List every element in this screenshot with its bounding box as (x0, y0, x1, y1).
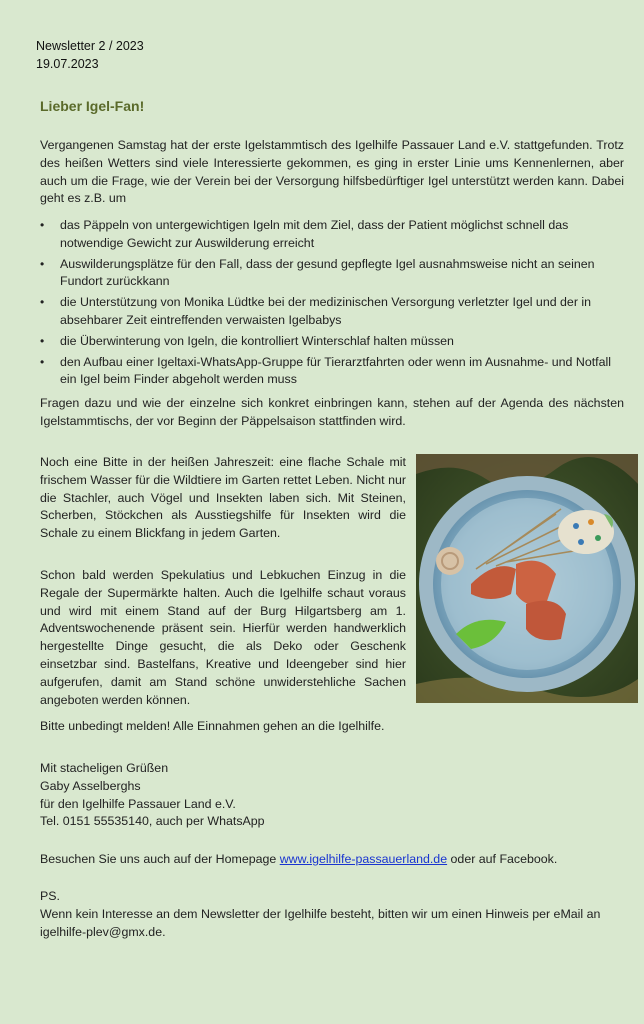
list-item: • Auswilderungsplätze für den Fall, dass der gesund gepflegte Igel ausnahmsweise nicht an seinen Fundort zurückkann (40, 256, 595, 289)
list-item: • den Aufbau einer Igeltaxi-WhatsApp-Gruppe für Tierarztfahrten oder wenn im Ausnahme- und Notfall ein Igel beim Finder abgeholt werden muss (40, 354, 611, 387)
list-item: • die Überwinterung von Igeln, die kontrolliert Winterschlaf halten müssen (40, 333, 628, 351)
ps-text: Wenn kein Interesse an dem Newsletter der Igelhilfe besteht, bitten wir um einen Hinweis per eMail an igelhilfe-plev@gmx.de. (40, 906, 601, 939)
list-item: • das Päppeln von untergewichtigen Igeln mit dem Ziel, dass der Patient möglichst schnell das notwendige Gewicht zur Auswilderung erreicht (40, 218, 569, 250)
ps-label: PS. (40, 889, 60, 903)
list-item: • die Unterstützung von Monika Lüdtke bei der medizinischen Versorgung verletzter Igel und der in absehbarer Zeit eintreffenden verwaisten Igelbabys (40, 295, 592, 327)
sender-phone: Tel. 0151 55535140, auch per WhatsApp (40, 814, 265, 829)
bullet-icon: • (40, 218, 45, 232)
newsletter-header (36, 37, 144, 73)
sender-name: Gaby Asselberghs (40, 778, 141, 793)
newsletter-number: Newsletter 2 / 2023 (36, 39, 144, 53)
greeting-heading: Lieber Igel-Fan! (40, 98, 145, 114)
agenda-paragraph: Fragen dazu und wie der einzelne sich konkret einbringen kann, stehen auf der Agenda des nächsten Igelstammtischs, der vor Beginn der Päppelsaison stattfinden wird. (40, 396, 624, 428)
water-bowl-photo (416, 454, 638, 703)
sender-organization: für den Igelhilfe Passauer Land e.V. (40, 796, 236, 811)
signature-block (40, 760, 265, 831)
bullet-icon: • (40, 256, 45, 271)
homepage-line: Besuchen Sie uns auch auf der Homepage www.igelhilfe-passauerland.de oder auf Facebook. (40, 852, 558, 866)
contact-call-paragraph: Bitte unbedingt melden! Alle Einnahmen gehen an die Igelhilfe. (40, 719, 385, 733)
newsletter-date: 19.07.2023 (36, 57, 99, 71)
bullet-icon: • (40, 354, 45, 369)
postscript (40, 888, 624, 941)
homepage-link[interactable]: www.igelhilfe-passauerland.de (279, 852, 448, 866)
salutation: Mit stacheligen Grüßen (40, 761, 169, 775)
intro-paragraph: Vergangenen Samstag hat der erste Igelstammtisch des Igelhilfe Passauer Land e.V. stattgefunden. Trotz des heißen Wetters sind viele Interessierte gekommen, es ging in erster Linie ums Kennenlernen, aber auch um die Frage, wie der Verein bei der Versorgung hilfsbedürftiger Igel unterstützt werden kann. Dabei geht es z.B. um (40, 138, 624, 206)
water-bowl-image (416, 454, 638, 703)
water-bowl-paragraph: Noch eine Bitte in der heißen Jahreszeit: eine flache Schale mit frischem Wasser für die Wildtiere im Garten rettet Leben. Nicht nur die Stachler, auch Vögel und Insekten laben sich. Mit Steinen, Scherben, Stöckchen als Ausstiegshilfe für Insekten wird die Schale zu einem Blickfang in jedem Garten. (40, 455, 406, 541)
topics-list (40, 217, 628, 392)
bullet-icon: • (40, 333, 45, 348)
advent-paragraph: Schon bald werden Spekulatius und Lebkuchen Einzug in die Regale der Supermärkte halten. Auch die Igelhilfe schaut voraus und wird mit einem Stand auf der Burg Hilgartsberg am 1. Adventswochenende präsent sein. Hierfür werden handwerklich hergestellte Dinge gesucht, die als Deko oder Geschenk einsetzbar sind. Bastelfans, Kreative und Ideengeber sind hier aufgerufen, damit am Stand schöne unwiderstehliche Sachen angeboten werden können. (40, 568, 406, 707)
bullet-icon: • (40, 295, 45, 310)
